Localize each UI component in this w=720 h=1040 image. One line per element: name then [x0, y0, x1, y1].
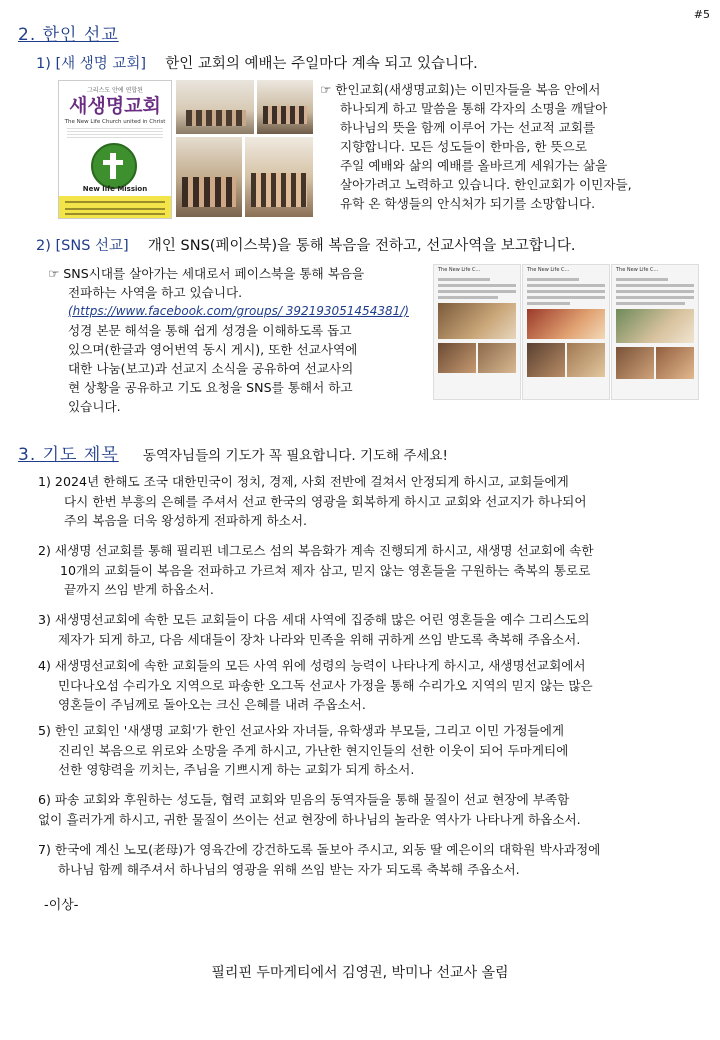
sub1-line: ☞ 한인교회(새생명교회)는 이민자들을 복음 안에서 [320, 82, 601, 97]
prayer-item-4 [38, 656, 714, 715]
sub1-line: 하나되게 하고 말씀을 통해 각자의 소명을 깨달아 [340, 101, 608, 116]
fb-card-title: The New Life C... [527, 267, 570, 273]
sub1-heading [36, 52, 478, 73]
prayer-line: 10개의 교회들이 복음을 전파하고 가르쳐 제자 삼고, 믿지 않는 영혼들을 구원하는 축복의 통로로 [60, 562, 591, 578]
prayer-line: 1) 2024년 한해도 조국 대한민국이 정치, 경제, 사회 전반에 걸쳐서 안정되게 하시고, 교회들에게 [38, 474, 569, 489]
sub2-line: ☞ SNS시대를 살아가는 세대로서 페이스북을 통해 복음을 [48, 266, 365, 281]
prayer-line: 없이 흘러가게 하시고, 귀한 물질이 쓰이는 선교 현장에 하나님의 놀라운 역사가 나타나게 하옵소서. [38, 811, 581, 827]
prayer-item-7 [38, 840, 716, 879]
prayer-line: 7) 한국에 계신 노모(老母)가 영육간에 강건하도록 돌보아 주시고, 외동 딸 예은이의 대학원 박사과정에 [38, 842, 601, 857]
fb-card-title: The New Life C... [438, 267, 481, 273]
section-3-subtitle: 동역자님들의 기도가 꼭 필요합니다. 기도해 주세요! [142, 448, 448, 464]
sub1-line: 살아가려고 노력하고 있습니다. 한인교회가 이민자들, [340, 177, 632, 192]
fb-card-title: The New Life C... [616, 267, 659, 273]
prayer-item-2 [38, 541, 714, 600]
mission-seal-icon [91, 143, 137, 189]
facebook-group-link[interactable]: (https://www.facebook.com/groups/ 392193051454381/) [68, 304, 409, 318]
page-number: #5 [693, 8, 710, 21]
prayer-line: 2) 새생명 선교회를 통해 필리핀 네그로스 섬의 복음화가 계속 진행되게 하시고, 새생명 선교회에 속한 [38, 543, 594, 558]
sub2-line: 현 상황을 공유하고 기도 요청을 SNS를 통해서 하고 [68, 380, 353, 395]
prayer-line: 민다나오섬 수리가오 지역으로 파송한 오그독 선교사 가정을 통해 수리가오 지역의 믿지 않는 많은 [58, 677, 593, 693]
prayer-line: 3) 새생명선교회에 속한 모든 교회들이 다음 세대 사역에 집중해 많은 어린 영혼들을 예수 그리스도의 [38, 612, 590, 627]
prayer-line: 끝까지 쓰임 받게 하옵소서. [64, 582, 214, 597]
sub2-number: 2) [SNS 선교] [36, 238, 129, 254]
sub2-line: 대한 나눔(보고)과 선교지 소식을 공유하여 선교사의 [68, 361, 354, 376]
signature: 필리핀 두마게티에서 김영권, 박미나 선교사 올림 [211, 965, 509, 981]
sub1-line: 주일 예배와 삶의 예배를 올바르게 세워가는 삶을 [340, 158, 608, 173]
poster-english-name: The New Life Church united in Christ [64, 119, 166, 125]
worship-photo-3 [176, 137, 242, 217]
sub1-line: 지향합니다. 모든 성도들이 한마음, 한 뜻으로 [340, 139, 588, 154]
prayer-item-6 [38, 790, 714, 829]
sub2-heading [36, 234, 576, 255]
sub1-body [320, 80, 716, 213]
closing-mark: -이상- [44, 898, 79, 913]
prayer-line: 다시 한번 부흥의 은혜를 주셔서 선교 한국의 영광을 회복하게 하시고 교회와 선교지가 하나되어 [64, 493, 587, 509]
poster-info-band [59, 196, 171, 218]
sub2-line: 있습니다. [68, 399, 121, 414]
sub2-headline: 개인 SNS(페이스북)을 통해 복음을 전하고, 선교사역을 보고합니다. [147, 238, 576, 254]
prayer-item-1 [38, 472, 714, 531]
sub1-line: 유학 온 학생들의 안식처가 되기를 소망합니다. [340, 196, 596, 211]
facebook-post-screenshot-1 [433, 264, 521, 400]
church-poster [58, 80, 172, 219]
sub2-line: 전파하는 사역을 하고 있습니다. [68, 285, 243, 300]
prayer-line: 하나님 함께 해주셔서 하나님의 영광을 위해 쓰임 받는 자가 되도록 축복해 주옵소서. [58, 861, 520, 877]
prayer-line: 제자가 되게 하고, 다음 세대들이 장차 나라와 민족을 위해 귀하게 쓰임 받도록 축복해 주옵소서. [58, 631, 581, 647]
sub1-number: 1) [새 생명 교회] [36, 56, 147, 72]
prayer-item-3 [38, 610, 714, 649]
sub1-line: 하나님의 뜻을 함께 이루어 가는 선교적 교회를 [340, 120, 596, 135]
sub2-body [48, 264, 430, 416]
prayer-line: 진리인 복음으로 위로와 소망을 주게 하시고, 가난한 현지인들의 선한 이웃이 되어 두마게티에 [58, 742, 569, 758]
prayer-item-5 [38, 721, 714, 780]
worship-photo-2 [257, 80, 313, 134]
worship-photo-4 [245, 137, 313, 217]
prayer-line: 4) 새생명선교회에 속한 교회들의 모든 사역 위에 성령의 능력이 나타나게 하시고, 새생명선교회에서 [38, 658, 586, 673]
section-3-title: 3. 기도 제목 [18, 445, 119, 465]
prayer-line: 선한 영향력을 끼치는, 주님을 기쁘시게 하는 교회가 되게 하소서. [58, 762, 415, 777]
facebook-post-screenshot-2 [522, 264, 610, 400]
prayer-line: 6) 파송 교회와 후원하는 성도들, 협력 교회와 믿음의 동역자들을 통해 물질이 선교 현장에 부족함 [38, 792, 570, 807]
poster-mission-name: New life Mission [82, 185, 148, 193]
section-2-title: 2. 한인 선교 [18, 25, 119, 45]
section-3-heading [18, 440, 448, 465]
poster-caption: 그리스도 안에 연합된 [87, 87, 143, 94]
sub2-line: 있으며(한글과 영어번역 동시 게시), 또한 선교사역에 [68, 342, 358, 357]
facebook-post-screenshot-3 [611, 264, 699, 400]
prayer-line: 5) 한인 교회인 '새생명 교회'가 한인 선교사와 자녀들, 유학생과 부모들, 그리고 이민 가정들에게 [38, 723, 565, 738]
sub1-headline: 한인 교회의 예배는 주일마다 계속 되고 있습니다. [165, 56, 478, 72]
prayer-line: 주의 복음을 더욱 왕성하게 전파하게 하소서. [64, 513, 307, 528]
poster-logo-text: 새생명교회 [69, 95, 161, 117]
sub2-line: 성경 본문 해석을 통해 쉽게 성경을 이해하도록 돕고 [68, 323, 352, 338]
worship-photo-1 [176, 80, 254, 134]
prayer-line: 영혼들이 주님께로 돌아오는 크신 은혜를 내려 주옵소서. [58, 697, 366, 712]
poster-small-text [67, 128, 163, 138]
